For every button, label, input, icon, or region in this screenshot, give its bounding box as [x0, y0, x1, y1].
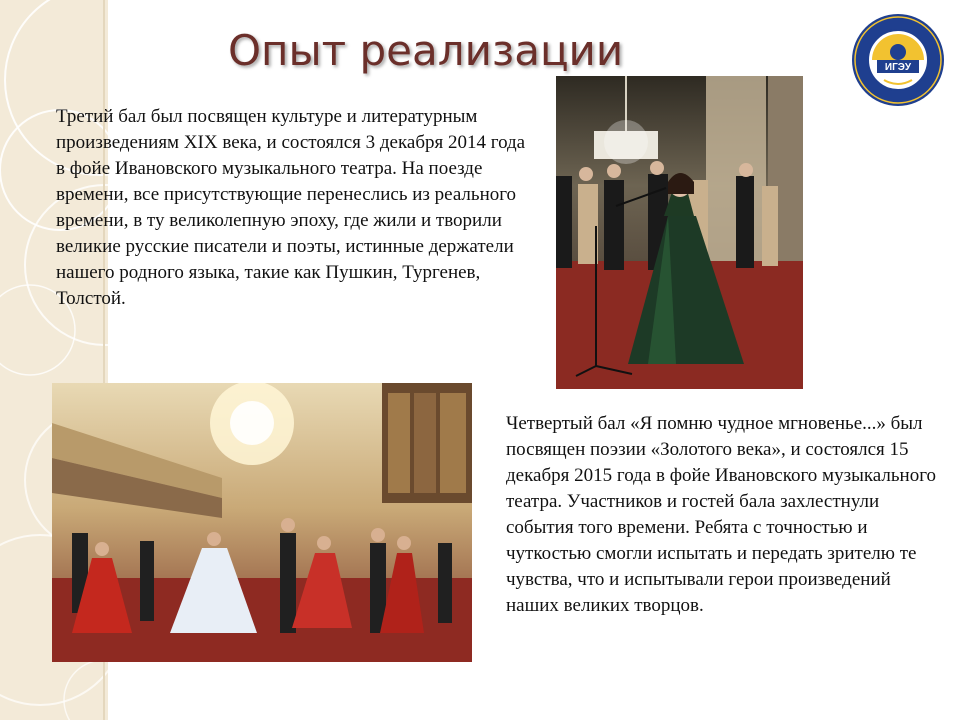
paragraph-fourth-ball: Четвертый бал «Я помню чудное мгновенье...» был посвящен поэзии «Золотого века», и состоялся 15 декабря 2015 года в фойе Ивановского музыкального театра. Участников и гостей бала захлестнули события того времени. Ребята с точностью и чуткостью смогли испытать и передать зрителю те чувства, что и испытывали герои произведений наших великих творцов.	[506, 413, 937, 616]
photo-singer-at-ball	[556, 76, 803, 389]
photo-singer-image	[556, 76, 803, 389]
photo-ballroom-dance	[52, 383, 472, 662]
logo-abbreviation: ИГЭУ	[884, 62, 912, 73]
photo-ballroom-image	[52, 383, 472, 662]
igeu-emblem-icon	[850, 12, 946, 108]
slide-title: Опыт реализации	[228, 26, 624, 75]
paragraph-third-ball: Третий бал был посвящен культуре и литературным произведениям XIX века, и состоялся 3 декабря 2014 года в фойе Ивановского музыкального театра. На поезде времени, все присутствующие перенеслись из реального времени, в ту великолепную эпоху, где жили и творили великие русские писатели и поэты, истинные держатели нашего родного языка, такие как Пушкин, Тургенев, Толстой.	[56, 106, 526, 309]
university-logo	[850, 12, 946, 108]
